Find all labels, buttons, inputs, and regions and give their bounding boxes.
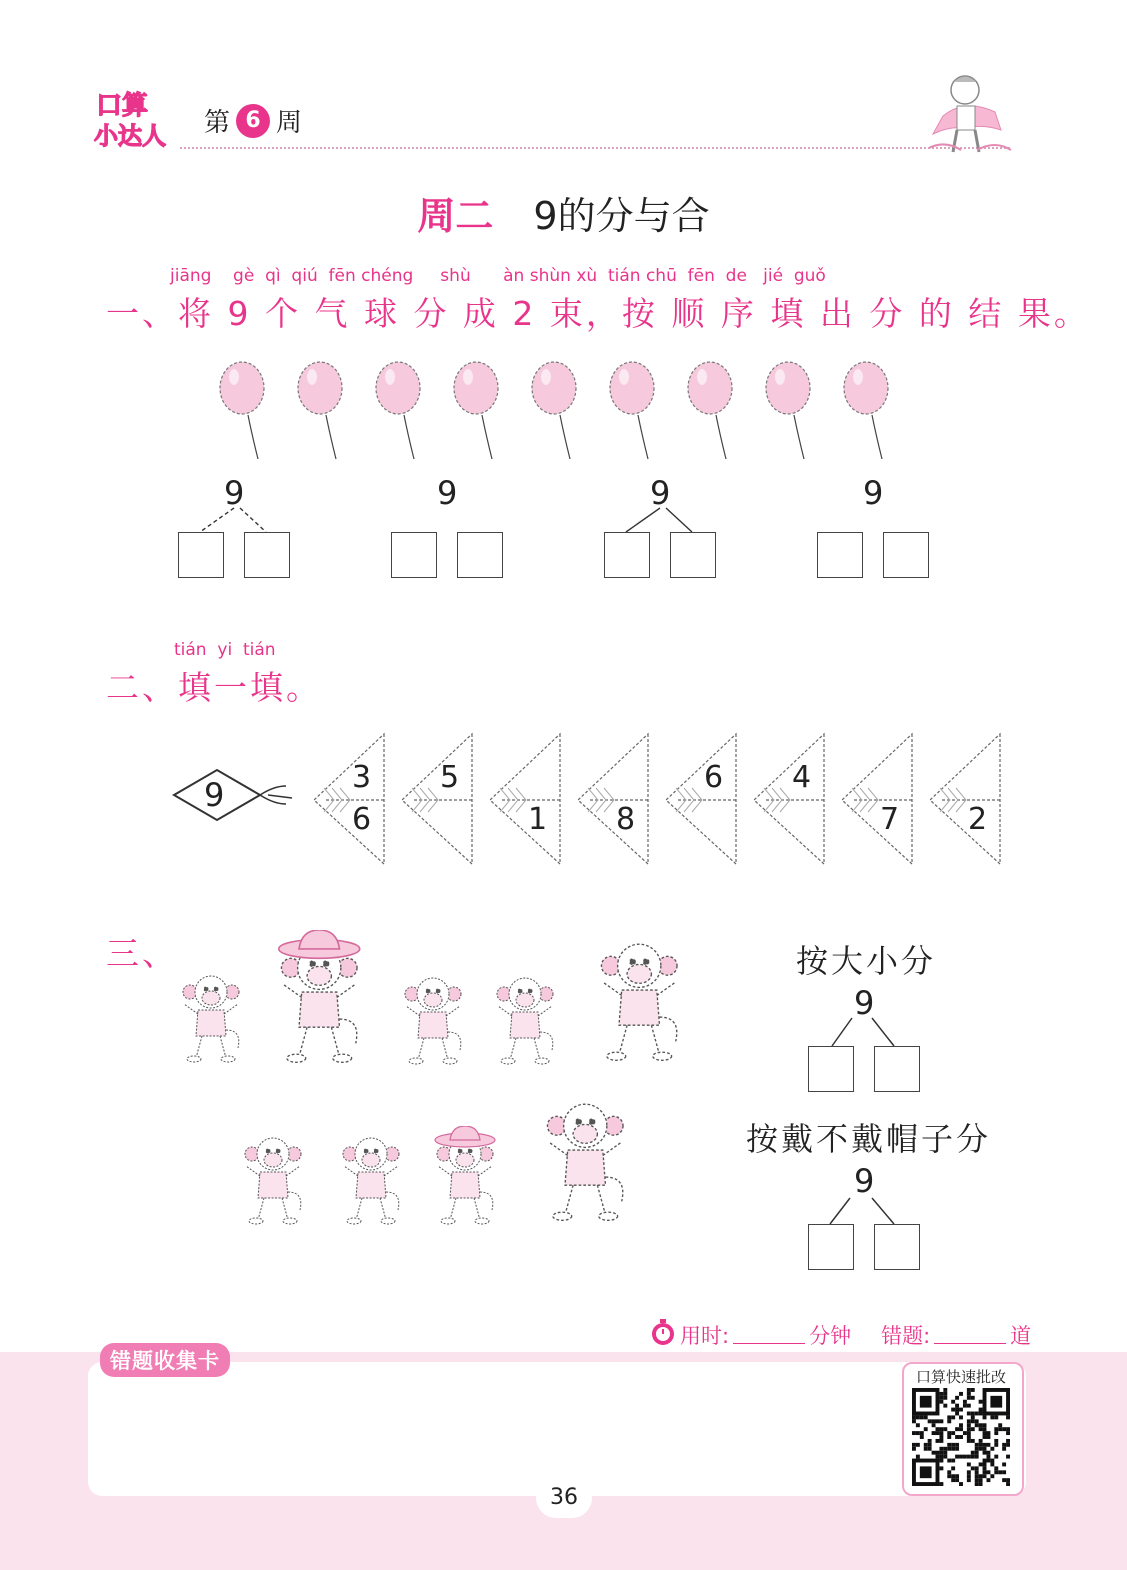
monkey-icon [490, 966, 560, 1066]
logo [92, 88, 184, 150]
kite-tail [928, 728, 1008, 868]
monkey-icon [398, 966, 468, 1066]
split-total: 9 [863, 474, 884, 512]
title-day: 周二 [417, 194, 494, 238]
kite-tail [664, 728, 744, 868]
qr-label: 口算快速批改 [915, 1368, 1006, 1386]
answer-box[interactable] [457, 532, 503, 578]
errors-unit: 道 [1010, 1323, 1032, 1348]
balloon-icon [532, 362, 576, 459]
answer-box[interactable] [817, 532, 863, 578]
mascot-icon [925, 68, 1015, 162]
monkey-icon [272, 930, 367, 1065]
kite-top-number: 4 [792, 760, 812, 795]
monkey-icon [176, 964, 246, 1064]
kite-top-number: 5 [440, 760, 460, 795]
monkey-icon [538, 1088, 633, 1223]
kite-tail [400, 728, 480, 868]
balloon-icon [376, 362, 420, 459]
logo-line2: 小达人 [94, 122, 166, 150]
kite-bottom-number: 6 [352, 802, 372, 837]
answer-box[interactable] [808, 1046, 854, 1092]
answer-box[interactable] [604, 532, 650, 578]
kite-bottom-number: 1 [528, 802, 548, 837]
balloon-icon [688, 362, 732, 459]
balloon-row [200, 355, 920, 465]
monkey-icon [430, 1126, 500, 1226]
monkey-icon [336, 1126, 406, 1226]
section2-heading: 二、填一填。 [106, 668, 322, 707]
balloon-icon [610, 362, 654, 459]
kite-tail [312, 728, 392, 868]
kite-bottom-number: 7 [880, 802, 900, 837]
split-tree [817, 470, 937, 590]
answer-box[interactable] [391, 532, 437, 578]
week-suffix: 周 [276, 108, 303, 138]
answer-box[interactable] [874, 1046, 920, 1092]
answer-box[interactable] [883, 532, 929, 578]
stopwatch-icon [650, 1318, 676, 1351]
section2-pinyin: tián yi tián [174, 640, 276, 660]
time-label: 用时: [680, 1323, 730, 1348]
error-collection-card[interactable] [88, 1362, 1026, 1496]
section1-heading: 一、将 9 个 气 球 分 成 2 束，按 顺 序 填 出 分 的 结 果。 [106, 294, 1090, 333]
page-number: 36 [536, 1478, 592, 1518]
split-by-size-label: 按大小分 [796, 942, 937, 980]
kite-tail [488, 728, 568, 868]
kite-bottom-number: 2 [968, 802, 988, 837]
kite-bottom-number: 8 [616, 802, 636, 837]
header-divider [180, 147, 1010, 149]
answer-box[interactable] [178, 532, 224, 578]
balloon-icon [220, 362, 264, 459]
split-by-hat-label: 按戴不戴帽子分 [746, 1120, 992, 1158]
split-by-hat-total: 9 [854, 1162, 875, 1200]
split-total: 9 [437, 474, 458, 512]
page-title [0, 185, 1127, 240]
errors-blank[interactable] [934, 1325, 1006, 1344]
split-tree [604, 470, 724, 590]
week-indicator [204, 102, 302, 139]
split-by-hat-tree [780, 1160, 950, 1280]
answer-box[interactable] [244, 532, 290, 578]
week-prefix: 第 [204, 108, 231, 138]
answer-box[interactable] [808, 1224, 854, 1270]
kite-number: 9 [204, 776, 225, 814]
kite-tails [0, 728, 1127, 868]
errors-label: 错题: [881, 1323, 931, 1348]
balloon-icon [844, 362, 888, 459]
monkey-icon [238, 1126, 308, 1226]
answer-box[interactable] [670, 532, 716, 578]
split-total: 9 [650, 474, 671, 512]
time-unit: 分钟 [809, 1323, 852, 1348]
kite-tail [576, 728, 656, 868]
balloon-icon [766, 362, 810, 459]
time-blank[interactable] [733, 1325, 805, 1344]
split-groups-1 [0, 470, 1127, 590]
monkey-icon [592, 928, 687, 1063]
card-tag: 错题收集卡 [100, 1343, 230, 1377]
answer-box[interactable] [874, 1224, 920, 1270]
timing-row [650, 1318, 1031, 1351]
kite-top-number: 3 [352, 760, 372, 795]
split-total: 9 [224, 474, 245, 512]
logo-line1: 口算 [96, 91, 149, 121]
balloon-icon [298, 362, 342, 459]
split-tree [391, 470, 511, 590]
monkey-group [0, 920, 720, 1240]
split-by-size-tree [780, 980, 950, 1100]
kite-top-number: 6 [704, 760, 724, 795]
kite-tail [752, 728, 832, 868]
title-topic: 9的分与合 [533, 194, 710, 238]
week-number: 6 [236, 104, 270, 138]
kite-tail [840, 728, 920, 868]
balloon-icon [454, 362, 498, 459]
qr-code-icon[interactable] [912, 1388, 1010, 1490]
split-tree [178, 470, 298, 590]
section1-pinyin: jiāng gè qì qiú fēn chéng shù àn shùn xù tián chū fēn de jié guǒ [170, 266, 826, 286]
section3-heading: 三、 [106, 934, 178, 973]
split-by-size-total: 9 [854, 984, 875, 1022]
